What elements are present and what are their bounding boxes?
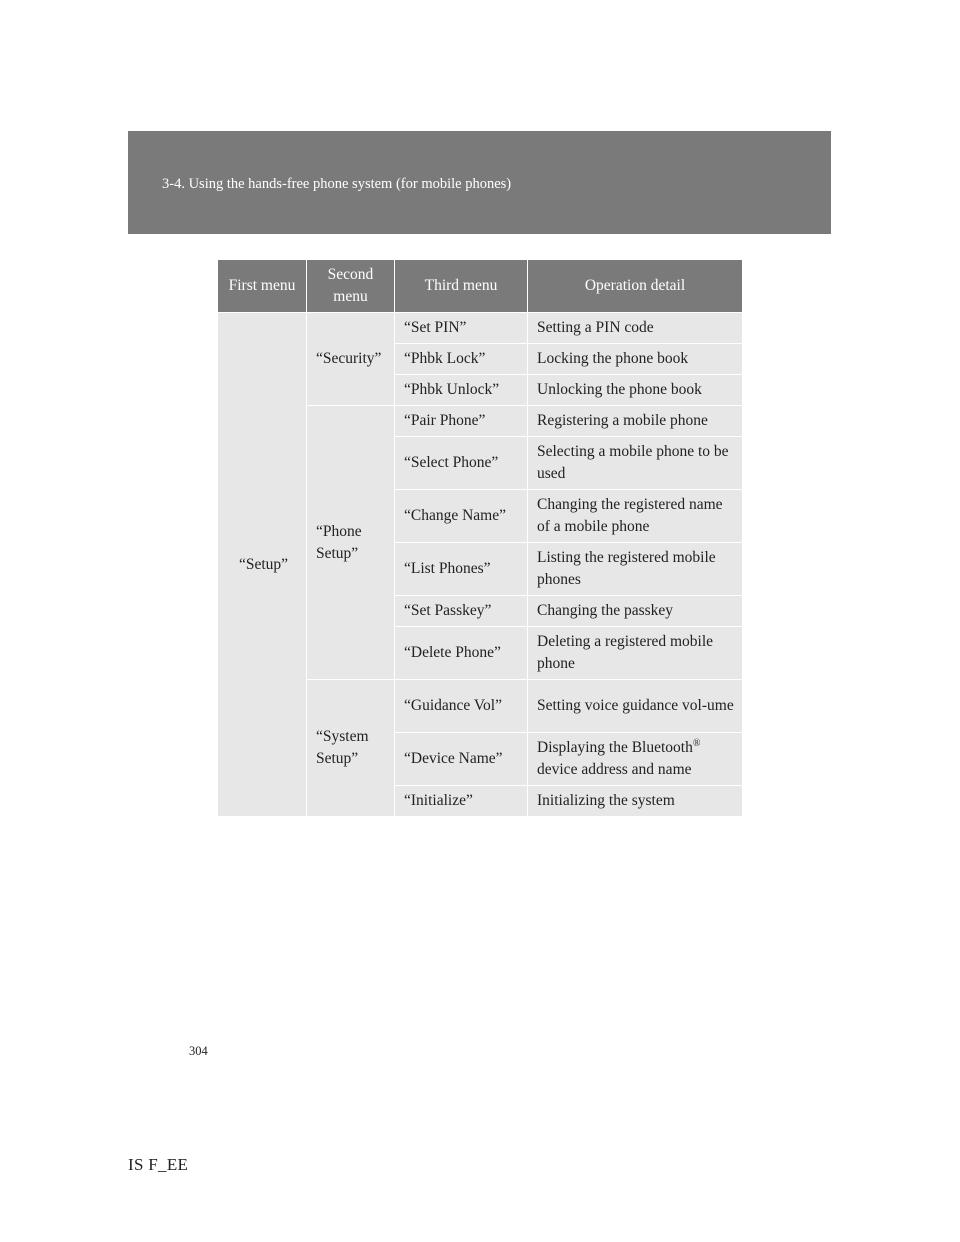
section-header-band [128,131,831,234]
document-code: IS F_EE [128,1155,189,1174]
phone-setup-menu-table [217,260,743,817]
table-row [218,313,743,344]
third-menu-cell: “Initialize” [395,786,528,817]
operation-detail-cell: Selecting a mobile phone to be used [528,437,743,490]
operation-detail-text-cont: device address and name [537,761,692,778]
operation-detail-cell: Changing the passkey [528,596,743,627]
third-menu-cell: “Phbk Lock” [395,344,528,375]
section-title: 3-4. Using the hands-free phone system (for mobile phones) [162,176,512,192]
operation-detail-cell: Setting voice guidance vol-ume [528,680,743,733]
operation-detail-cell: Setting a PIN code [528,313,743,344]
operation-detail-cell: Deleting a registered mobile phone [528,627,743,680]
third-menu-cell: “Select Phone” [395,437,528,490]
operation-detail-cell: Changing the registered name of a mobile phone [528,490,743,543]
table-header-row [218,260,743,313]
third-menu-cell: “Set Passkey” [395,596,528,627]
operation-detail-cell: Listing the registered mobile phones [528,543,743,596]
column-header-operation-detail: Operation detail [528,260,743,313]
operation-detail-cell: Initializing the system [528,786,743,817]
third-menu-cell: “Phbk Unlock” [395,375,528,406]
page-number: 304 [189,1044,208,1058]
second-menu-cell-system-setup: “System Setup” [307,680,395,817]
operation-detail-cell: Locking the phone book [528,344,743,375]
operation-detail-text: Displaying the Bluetooth [537,739,693,756]
second-menu-cell-security: “Security” [307,313,395,406]
first-menu-cell: “Setup” [218,313,307,817]
third-menu-cell: “Set PIN” [395,313,528,344]
operation-detail-cell: Registering a mobile phone [528,406,743,437]
registered-trademark-symbol: ® [692,737,701,749]
third-menu-cell: “List Phones” [395,543,528,596]
column-header-second-menu: Second menu [307,260,395,313]
third-menu-cell: “Change Name” [395,490,528,543]
third-menu-cell: “Pair Phone” [395,406,528,437]
operation-detail-cell [528,733,743,786]
third-menu-cell: “Device Name” [395,733,528,786]
third-menu-cell: “Delete Phone” [395,627,528,680]
second-menu-cell-phone-setup: “Phone Setup” [307,406,395,680]
column-header-third-menu: Third menu [395,260,528,313]
operation-detail-cell: Unlocking the phone book [528,375,743,406]
third-menu-cell: “Guidance Vol” [395,680,528,733]
column-header-first-menu: First menu [218,260,307,313]
